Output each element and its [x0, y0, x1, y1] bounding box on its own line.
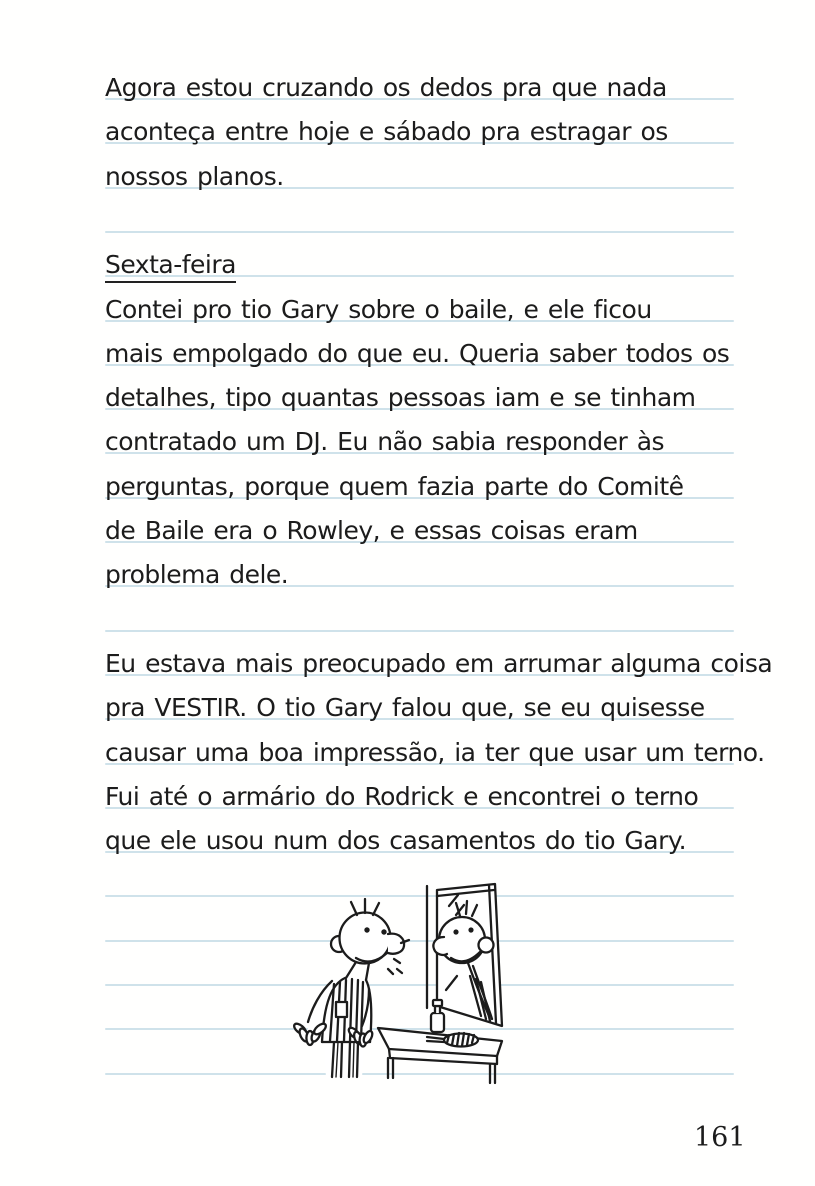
handwritten-line: causar uma boa impressão, ia ter que usar um terno. — [105, 737, 765, 767]
handwritten-line: Fui até o armário do Rodrick e encontrei o terno — [105, 781, 699, 811]
handwritten-line: contratado um DJ. Eu não sabia responder às — [105, 427, 665, 457]
handwritten-line: perguntas, porque quem fazia parte do Comitê — [105, 471, 684, 501]
handwritten-line: detalhes, tipo quantas pessoas iam e se tinham — [105, 383, 696, 413]
handwritten-line: aconteça entre hoje e sábado pra estragar os — [105, 117, 668, 147]
entry-heading: Sexta-feira — [105, 248, 750, 282]
handwritten-line: Contei pro tio Gary sobre o baile, e ele ficou — [105, 294, 652, 324]
handwritten-line: nossos planos. — [105, 161, 284, 191]
greg-mirror-illustration — [290, 868, 580, 1090]
handwritten-line: Eu estava mais preocupado em arrumar alguma coisa — [105, 648, 773, 678]
handwritten-line: pra VESTIR. O tio Gary falou que, se eu quisesse — [105, 693, 705, 723]
handwritten-line: problema dele. — [105, 560, 289, 590]
dresser-table — [378, 1028, 502, 1083]
page-number: 161 — [694, 1122, 746, 1153]
bottle-icon — [431, 1000, 444, 1032]
handwritten-line: Agora estou cruzando os dedos pra que nada — [105, 73, 667, 102]
handwritten-line: de Baile era o Rowley, e essas coisas eram — [105, 516, 638, 545]
handwritten-line: mais empolgado do que eu. Queria saber todos os — [105, 338, 730, 368]
greg-figure — [292, 899, 409, 1078]
handwritten-line: que ele usou num dos casamentos do tio Gary. — [105, 826, 687, 856]
